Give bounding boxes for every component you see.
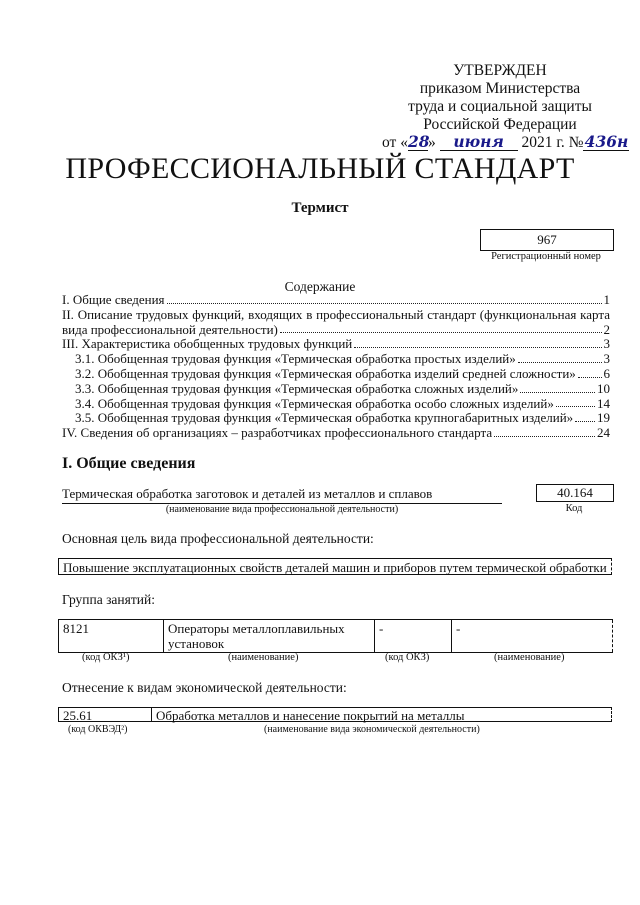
goal-value-box: Повышение эксплуатационных свойств деталей машин и приборов путем термической обработки: [58, 558, 612, 575]
toc-item-page: 24: [597, 425, 610, 441]
toc-item-text: I. Общие сведения: [62, 292, 165, 307]
approval-line: труда и социальной защиты: [408, 98, 592, 115]
activity-kind-caption: (наименование вида профессиональной деятельности): [165, 504, 399, 515]
toc-item[interactable]: [62, 323, 610, 338]
occupation-group-table: [58, 619, 613, 653]
section-heading: I. Общие сведения: [62, 455, 196, 472]
toc-item-page: 3: [603, 351, 610, 367]
okved-code-cell: 25.61: [59, 708, 152, 721]
approval-number: 436н: [584, 132, 629, 151]
toc-subitem[interactable]: [62, 397, 610, 412]
economic-activity-name-caption: (наименование вида экономической деятельности): [264, 724, 480, 735]
toc-item-text: вида профессиональной деятельности): [62, 321, 278, 337]
toc-item-text: 3.5. Обобщенная трудовая функция «Термическая обработка крупногабаритных изделий»: [75, 410, 574, 426]
toc-heading: Содержание: [284, 279, 356, 294]
toc-item-text: IV. Сведения об организациях – разработчиках профессионального стандарта: [62, 425, 493, 441]
toc-item[interactable]: [62, 337, 610, 352]
toc-subitem[interactable]: [62, 382, 610, 397]
dot-leader: [578, 377, 602, 378]
approval-line: Российской Федерации: [423, 116, 577, 133]
approval-block: [380, 62, 629, 152]
economic-activity-row: [58, 707, 612, 722]
economic-activity-name-cell: Обработка металлов и нанесение покрытий на металлы: [156, 708, 465, 723]
toc-item[interactable]: [62, 426, 610, 441]
approval-year: 2021 г.: [521, 134, 565, 151]
date-mid: »: [427, 134, 436, 151]
approval-date-line: [380, 132, 629, 152]
number-sign: №: [568, 134, 584, 151]
toc-item-page: 3: [603, 336, 610, 352]
okved-code-caption: (код ОКВЭД²): [68, 724, 128, 735]
okz-code-caption: (код ОКЗ): [385, 652, 430, 663]
document-title: ПРОФЕССИОНАЛЬНЫЙ СТАНДАРТ: [65, 152, 575, 185]
dot-leader: [354, 347, 601, 348]
toc-subitem[interactable]: [62, 367, 610, 382]
profession-name: Термист: [291, 200, 349, 216]
goal-label: Основная цель вида профессиональной деятельности:: [62, 531, 374, 546]
toc-item-text: 3.2. Обобщенная трудовая функция «Термическая обработка изделий средней сложности»: [75, 365, 576, 381]
activity-code-box: 40.164: [536, 484, 614, 502]
dot-leader: [280, 332, 602, 333]
approval-day: 28: [407, 132, 430, 151]
toc-item-page: 1: [603, 292, 610, 307]
dot-leader: [520, 392, 595, 393]
toc-item-text: 3.1. Обобщенная трудовая функция «Термическая обработка простых изделий»: [75, 351, 516, 367]
toc-item[interactable]: [62, 293, 610, 308]
toc-item-text: 3.3. Обобщенная трудовая функция «Термическая обработка сложных изделий»: [75, 380, 519, 396]
activity-kind-value: Термическая обработка заготовок и деталей из металлов и сплавов: [62, 486, 502, 504]
toc-item-page: 2: [603, 321, 610, 337]
dot-leader: [556, 406, 595, 407]
occupation-name-cell: -: [452, 620, 613, 653]
toc-item-first-line[interactable]: II. Описание трудовых функций, входящих в профессиональный стандарт (функциональная карта: [62, 306, 610, 322]
toc-subitem[interactable]: [62, 411, 610, 426]
dot-leader: [575, 421, 595, 422]
table-row: [59, 620, 613, 653]
occupation-group-label: Группа занятий:: [62, 592, 155, 607]
occupation-name-caption: (наименование): [228, 652, 299, 663]
approval-month: июня: [440, 134, 518, 151]
dot-leader: [518, 362, 602, 363]
okz-code-cell: -: [375, 620, 452, 653]
occupation-name-caption: (наименование): [494, 652, 565, 663]
approval-line: приказом Министерства: [419, 80, 581, 97]
registration-number-box: 967: [480, 229, 614, 251]
dot-leader: [494, 436, 595, 437]
registration-number-caption: Регистрационный номер: [491, 251, 601, 262]
date-prefix: от «: [382, 134, 408, 151]
okz-code-cell: 8121: [59, 620, 164, 653]
toc-item-page: 6: [603, 365, 610, 381]
okz-code-caption: (код ОКЗ¹): [82, 652, 130, 663]
activity-code-caption: Код: [565, 503, 583, 514]
occupation-name-cell: Операторы металлоплавильных установок: [164, 620, 375, 653]
toc-item-page: 19: [597, 410, 610, 426]
toc-subitem[interactable]: [62, 352, 610, 367]
toc-item-text: III. Характеристика обобщенных трудовых функций: [62, 336, 353, 352]
toc-item-text: 3.4. Обобщенная трудовая функция «Термическая обработка особо сложных изделий»: [75, 395, 554, 411]
economic-activity-label: Отнесение к видам экономической деятельности:: [62, 680, 347, 695]
table-of-contents: [62, 293, 610, 441]
toc-item-page: 10: [597, 380, 610, 396]
dot-leader: [167, 303, 602, 304]
toc-item-page: 14: [597, 395, 610, 411]
approval-line: УТВЕРЖДЕН: [453, 62, 547, 79]
